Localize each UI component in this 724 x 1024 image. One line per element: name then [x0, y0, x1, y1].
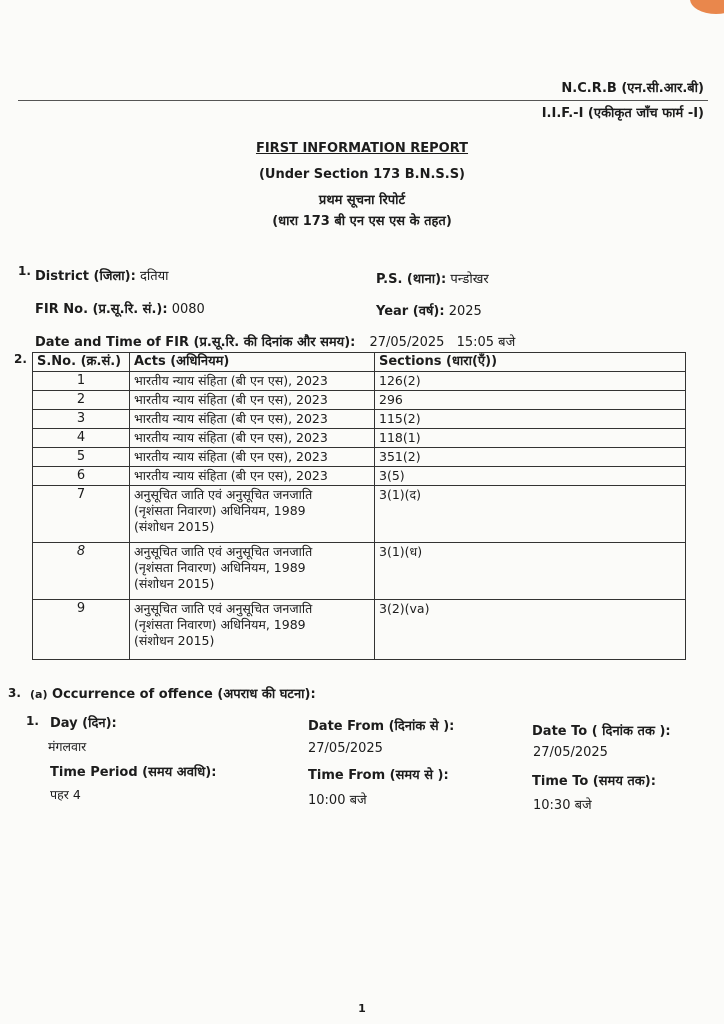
row-section: 296 — [375, 391, 686, 410]
row-act: भारतीय न्याय संहिता (बी एन एस), 2023 — [130, 372, 375, 391]
table-row — [33, 543, 686, 600]
row-section: 3(5) — [375, 467, 686, 486]
row-section: 118(1) — [375, 429, 686, 448]
row-act: भारतीय न्याय संहिता (बी एन एस), 2023 — [130, 448, 375, 467]
acts-header: Acts (अधिनियम) — [130, 353, 375, 372]
date-to-label: Date To ( दिनांक तक ): — [532, 724, 671, 739]
time-from-value: 10:00 बजे — [308, 793, 367, 808]
row-sno: 8 — [33, 543, 130, 600]
ncrb-label: N.C.R.B (एन.सी.आर.बी) — [561, 81, 704, 96]
date-from-value: 27/05/2025 — [308, 741, 383, 756]
table-row — [33, 429, 686, 448]
act-line: अनुसूचित जाति एवं अनुसूचित जनजाति — [134, 544, 313, 559]
row-act — [130, 486, 375, 543]
date-from-label: Date From (दिनांक से ): — [308, 719, 455, 734]
act-line: (संशोधन 2015) — [134, 633, 215, 648]
act-line: (संशोधन 2015) — [134, 519, 215, 534]
fir-time-value: 15:05 बजे — [456, 335, 516, 350]
row-sno: 7 — [33, 486, 130, 543]
district-field — [35, 266, 169, 284]
act-line: (नृशंसता निवारण) अधिनियम, 1989 — [134, 617, 306, 632]
report-section: (Under Section 173 B.N.S.S) — [258, 167, 465, 182]
fir-datetime-label: Date and Time of FIR (प्र.सू.रि. की दिनांक और समय): — [35, 335, 356, 350]
district-label: District (जिला): — [35, 269, 136, 284]
report-title-hindi: प्रथम सूचना रिपोर्ट — [318, 193, 406, 208]
section-2-number: 2. — [14, 352, 27, 366]
time-from-label: Time From (समय से ): — [308, 768, 449, 783]
act-line: अनुसूचित जाति एवं अनुसूचित जनजाति — [134, 487, 313, 502]
police-station-value: पन्डोखर — [450, 272, 489, 287]
act-line: (नृशंसता निवारण) अधिनियम, 1989 — [134, 560, 306, 575]
row-section: 3(1)(ध) — [375, 543, 686, 600]
orange-edge-mark — [690, 0, 724, 14]
row-act — [130, 543, 375, 600]
row-sno: 9 — [33, 600, 130, 660]
table-row — [33, 391, 686, 410]
row-sno: 1 — [33, 372, 130, 391]
acts-sections-table — [32, 352, 686, 660]
fir-date-value: 27/05/2025 — [369, 335, 445, 350]
report-section-hindi: (धारा 173 बी एन एस एस के तहत) — [272, 214, 452, 229]
row-act: भारतीय न्याय संहिता (बी एन एस), 2023 — [130, 467, 375, 486]
sections-header: Sections (धारा(एँ)) — [375, 353, 686, 372]
table-header-row — [33, 353, 686, 372]
row-sno: 4 — [33, 429, 130, 448]
time-period-label: Time Period (समय अवधि): — [50, 765, 217, 780]
time-to-value: 10:30 बजे — [533, 798, 592, 813]
act-line: अनुसूचित जाति एवं अनुसूचित जनजाति — [134, 601, 313, 616]
table-row — [33, 410, 686, 429]
header-rule — [18, 100, 708, 101]
row-act — [130, 600, 375, 660]
table-row — [33, 372, 686, 391]
occurrence-prefix: (a) — [30, 688, 48, 701]
year-value: 2025 — [448, 304, 482, 319]
item-1-number: 1. — [26, 714, 39, 728]
row-section: 126(2) — [375, 372, 686, 391]
section-1-number: 1. — [18, 264, 31, 278]
row-act: भारतीय न्याय संहिता (बी एन एस), 2023 — [130, 391, 375, 410]
row-section: 351(2) — [375, 448, 686, 467]
date-to-value: 27/05/2025 — [533, 745, 608, 760]
table-row — [33, 448, 686, 467]
fir-number-label: FIR No. (प्र.सू.रि. सं.): — [35, 302, 168, 317]
sno-header: S.No. (क्र.सं.) — [33, 353, 130, 372]
row-act: भारतीय न्याय संहिता (बी एन एस), 2023 — [130, 410, 375, 429]
occurrence-title: Occurrence of offence (अपराध की घटना): — [52, 687, 316, 702]
row-section: 3(1)(द) — [375, 486, 686, 543]
table-row — [33, 467, 686, 486]
act-line: (नृशंसता निवारण) अधिनियम, 1989 — [134, 503, 306, 518]
row-sno: 3 — [33, 410, 130, 429]
table-row — [33, 486, 686, 543]
section-3-number: 3. — [8, 686, 21, 700]
page-number: 1 — [358, 1002, 366, 1015]
time-period-value: पहर 4 — [50, 787, 81, 802]
time-to-label: Time To (समय तक): — [532, 774, 656, 789]
police-station-field — [376, 269, 489, 287]
act-line: (संशोधन 2015) — [134, 576, 215, 591]
row-section: 3(2)(va) — [375, 600, 686, 660]
row-sno: 5 — [33, 448, 130, 467]
district-value: दतिया — [139, 269, 169, 284]
fir-number-field — [35, 299, 205, 317]
row-section: 115(2) — [375, 410, 686, 429]
row-act: भारतीय न्याय संहिता (बी एन एस), 2023 — [130, 429, 375, 448]
occurrence-heading — [30, 684, 316, 702]
day-label: Day (दिन): — [50, 716, 117, 731]
table-row — [33, 600, 686, 660]
police-station-label: P.S. (थाना): — [376, 272, 447, 287]
report-title: FIRST INFORMATION REPORT — [255, 141, 469, 156]
fir-number-value: 0080 — [171, 302, 205, 317]
iif-label: I.I.F.-I (एकीकृत जाँच फार्म -I) — [541, 106, 704, 121]
year-label: Year (वर्ष): — [376, 304, 445, 319]
day-value: मंगलवार — [48, 739, 87, 754]
row-sno: 2 — [33, 391, 130, 410]
year-field — [376, 301, 482, 319]
row-sno: 6 — [33, 467, 130, 486]
fir-datetime-field — [35, 332, 515, 350]
